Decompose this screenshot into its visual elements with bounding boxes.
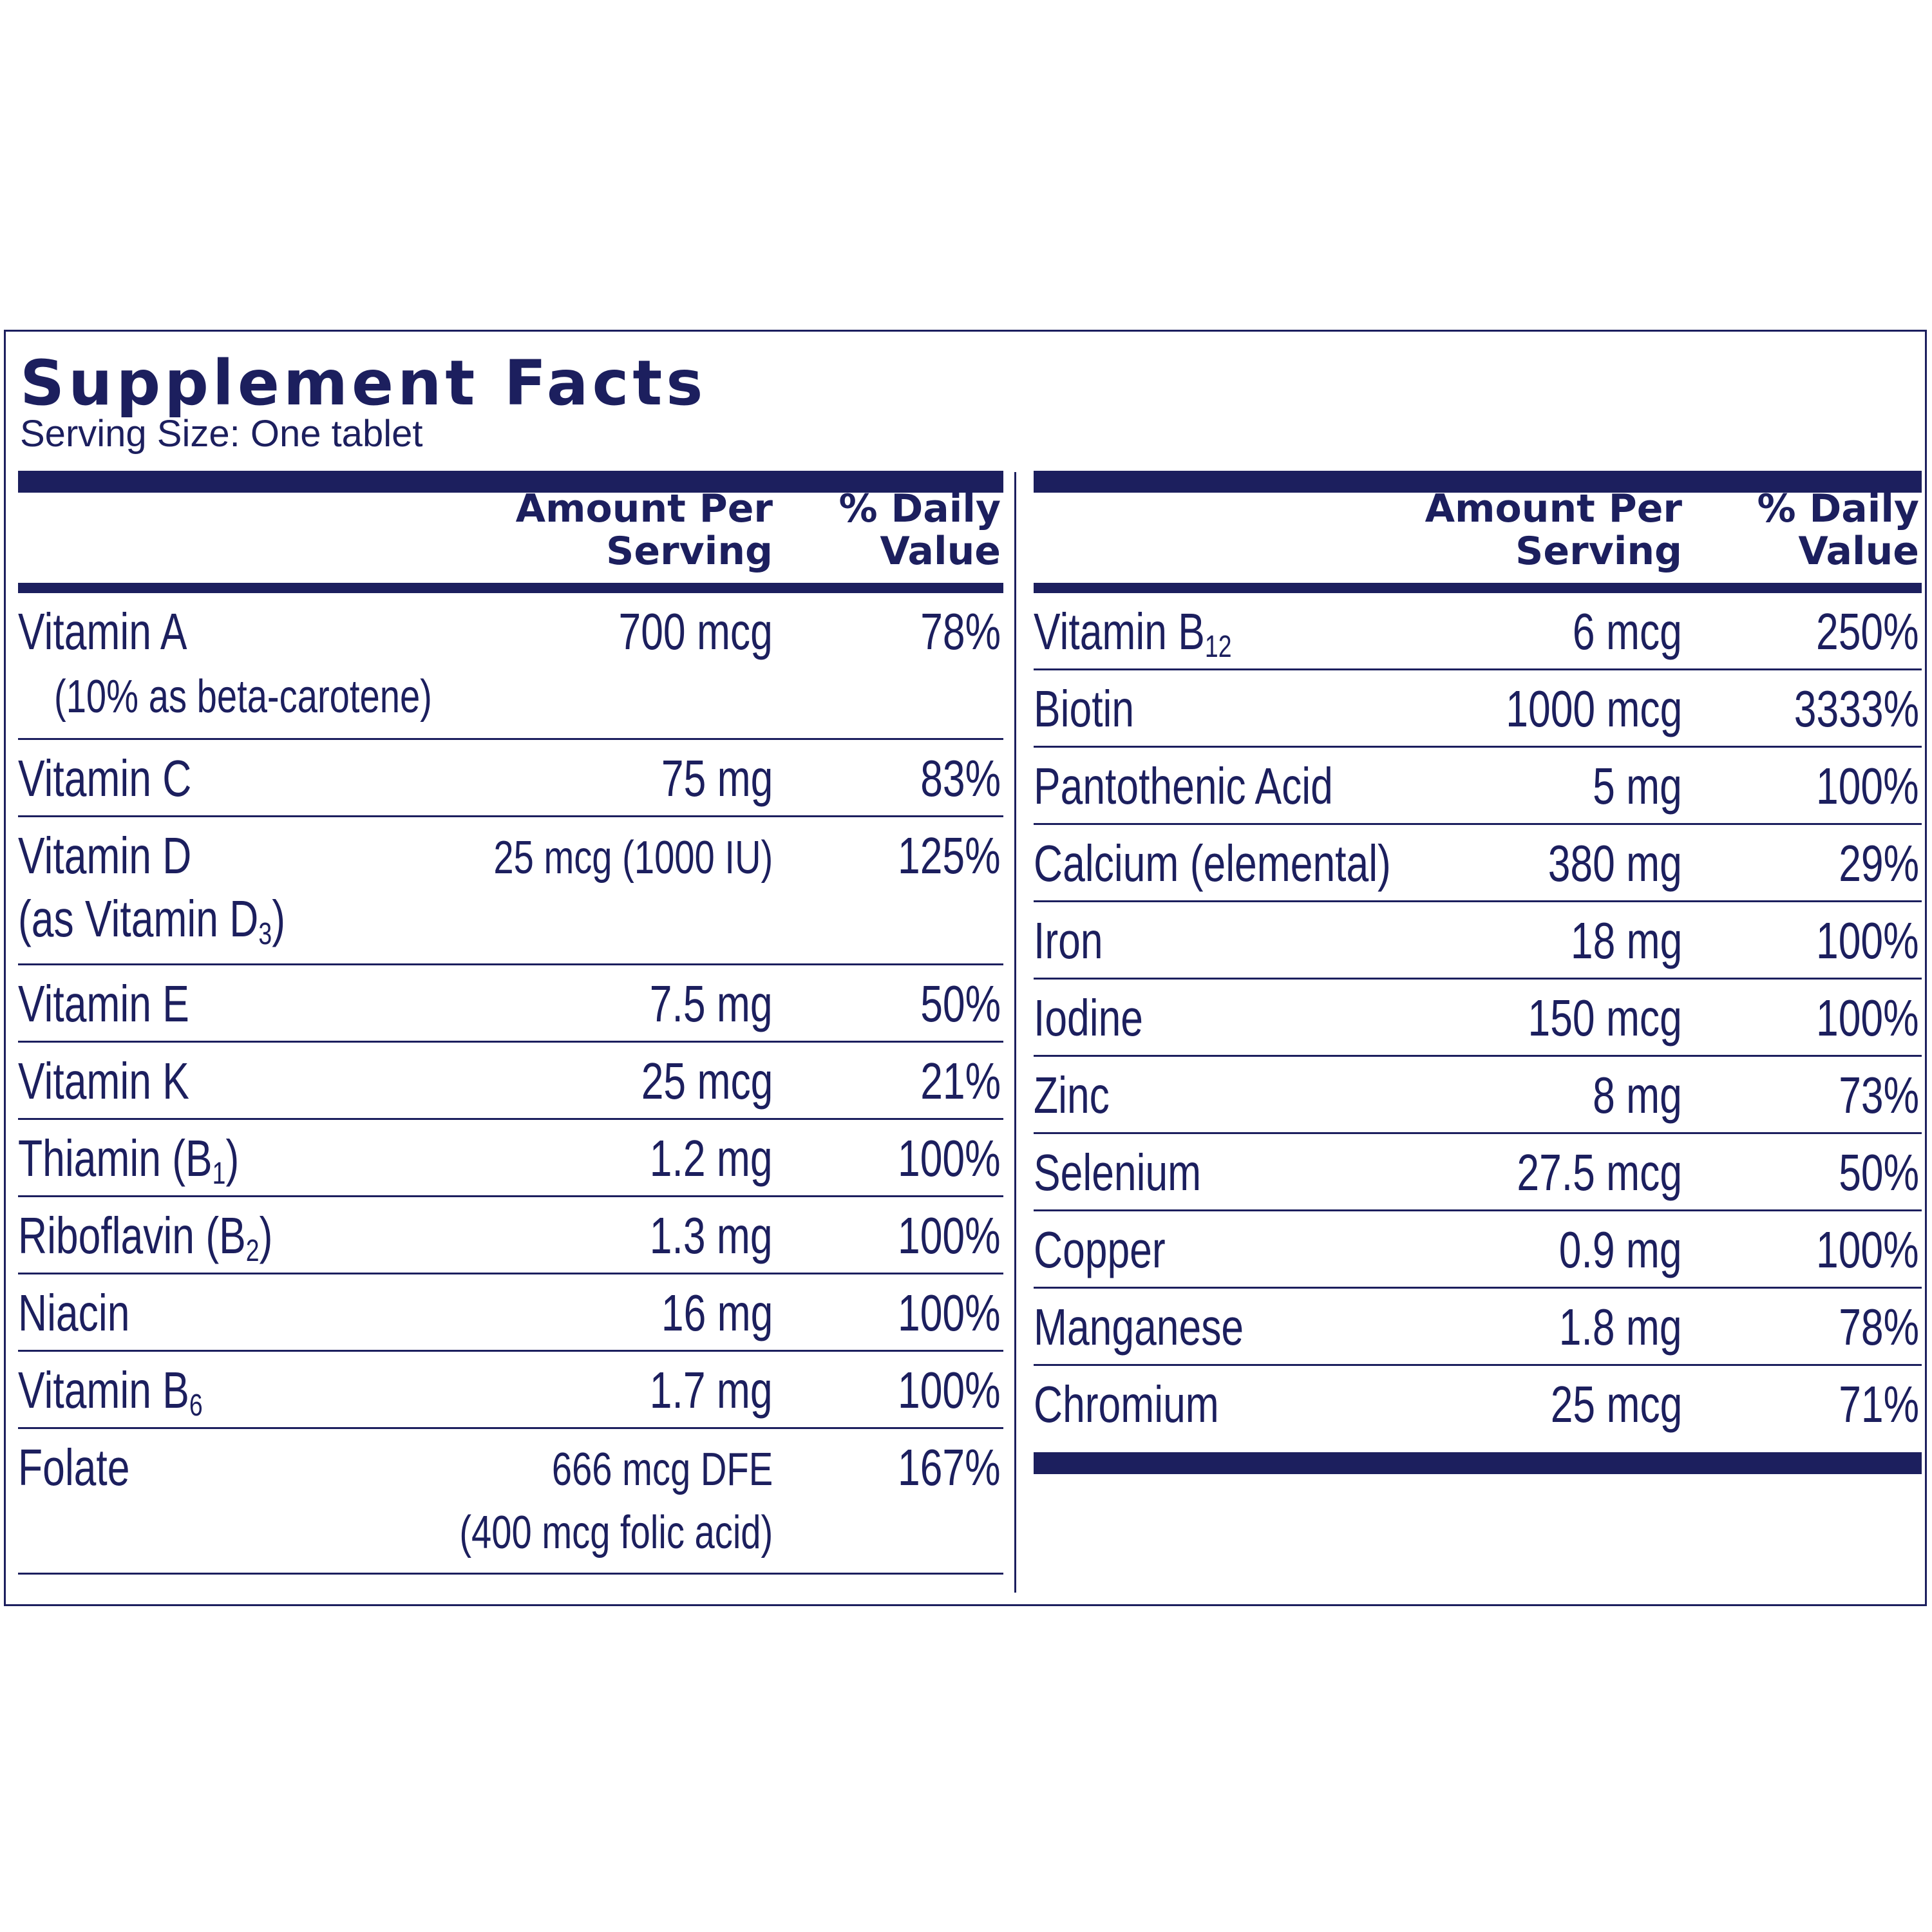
amount-value: 16 mg: [661, 1284, 773, 1341]
amount-cell: [615, 1126, 773, 1191]
nutrient-note: [54, 663, 538, 729]
column-header: [18, 486, 1003, 583]
amount-per-serving-header: [516, 488, 773, 573]
table-row: [18, 1043, 1003, 1120]
amount-value: 5 mg: [1593, 757, 1682, 815]
subscript: 3: [258, 917, 272, 951]
table-row: [1034, 1289, 1922, 1366]
table-row: [18, 593, 1003, 740]
header-line: Serving: [606, 529, 773, 574]
table-row: [1034, 670, 1922, 748]
nutrient-name-text: Pantothenic Acid: [1034, 757, 1333, 815]
nutrient-name: [18, 746, 240, 811]
daily-value-header: [1757, 488, 1919, 573]
panel-title: Supplement Facts: [20, 347, 707, 419]
daily-value: 100%: [898, 1207, 1001, 1264]
nutrient-name: [1034, 677, 1162, 741]
amount-cell: [1524, 1218, 1682, 1282]
table-row: [1034, 1366, 1922, 1443]
nutrient-name: [18, 824, 240, 888]
nutrient-name-text: ): [259, 1207, 273, 1264]
daily-value: 125%: [898, 827, 1001, 884]
subscript: 12: [1204, 630, 1232, 664]
nutrient-name-text: Thiamin (B: [18, 1130, 213, 1187]
daily-value-cell: [869, 1204, 1001, 1268]
amount-value: 700 mcg: [618, 603, 773, 660]
table-row: [18, 1274, 1003, 1352]
amount-cell: [630, 746, 773, 811]
nutrient-name: [18, 1435, 161, 1500]
nutrient-name-text: Manganese: [1034, 1298, 1244, 1356]
table-row: [18, 1429, 1003, 1575]
amount-cell: [615, 1204, 773, 1268]
nutrient-name: [18, 1126, 301, 1191]
daily-value-cell: [1816, 831, 1919, 896]
nutrient-note-text: (as Vitamin D: [18, 890, 259, 947]
table-row: [1034, 825, 1922, 902]
daily-value: 73%: [1839, 1066, 1919, 1124]
left-column: [18, 471, 1003, 1575]
table-row: [1034, 1134, 1922, 1211]
amount-value: 25 mcg: [1550, 1376, 1682, 1433]
header-line: Value: [1798, 529, 1919, 574]
amount-value: 6 mcg: [1573, 603, 1682, 660]
amount-cell: [1567, 1063, 1682, 1128]
amount-cell: [615, 1358, 773, 1423]
daily-value: 100%: [898, 1361, 1001, 1419]
table-row: [1034, 980, 1922, 1057]
daily-value-cell: [1787, 754, 1919, 819]
table-row: [18, 965, 1003, 1043]
daily-value-cell: [1787, 986, 1919, 1050]
amount-cell: [489, 1435, 773, 1502]
subscript: 6: [189, 1388, 203, 1423]
nutrient-name-text: Iron: [1034, 912, 1103, 969]
daily-value: 250%: [1816, 603, 1919, 660]
amount-cell: [615, 972, 773, 1036]
amount-cell: [1510, 831, 1682, 896]
daily-value: 100%: [1816, 1221, 1919, 1278]
daily-value-cell: [869, 1126, 1001, 1191]
nutrient-name: [1034, 1063, 1131, 1128]
amount-value: 666 mcg DFE: [551, 1444, 773, 1495]
amount-value: 18 mg: [1570, 912, 1682, 969]
nutrient-name: [18, 1281, 161, 1345]
table-row: [18, 1352, 1003, 1429]
amount-cell: [1513, 1372, 1682, 1437]
nutrient-name-text: Niacin: [18, 1284, 130, 1341]
nutrient-name-text: Copper: [1034, 1221, 1166, 1278]
daily-value-cell: [898, 746, 1001, 811]
daily-value: 100%: [1816, 989, 1919, 1046]
daily-value-cell: [1787, 909, 1919, 973]
header-line: Amount Per: [1425, 486, 1682, 531]
daily-value: 29%: [1839, 835, 1919, 892]
amount-per-serving-header: [1425, 488, 1682, 573]
amount-cell: [1470, 1141, 1682, 1205]
nutrient-note: [18, 887, 361, 951]
amount-value: 27.5 mcg: [1517, 1144, 1682, 1201]
amount-value: 1.7 mg: [650, 1361, 773, 1419]
nutrient-name: [1034, 600, 1287, 664]
nutrient-name-text: Vitamin K: [18, 1052, 189, 1110]
nutrient-name-text: ): [225, 1130, 240, 1187]
amount-cell: [1539, 909, 1682, 973]
daily-value-cell: [1759, 677, 1919, 741]
table-row: [18, 1120, 1003, 1197]
daily-value-cell: [1816, 1141, 1919, 1205]
serving-size: Serving Size: One tablet: [20, 413, 423, 455]
daily-value: 3333%: [1794, 680, 1919, 737]
nutrient-name: [1034, 1372, 1271, 1437]
daily-value-cell: [1787, 600, 1919, 664]
amount-value: 150 mcg: [1528, 989, 1682, 1046]
amount-value: 1.2 mg: [650, 1130, 773, 1187]
nutrient-name-text: Selenium: [1034, 1144, 1202, 1201]
header-line: Serving: [1515, 529, 1682, 574]
nutrient-name: [18, 600, 234, 664]
nutrient-name: [1034, 986, 1174, 1050]
daily-value-cell: [869, 1435, 1001, 1500]
amount-value: 8 mg: [1593, 1066, 1682, 1124]
nutrient-name-text: Chromium: [1034, 1376, 1219, 1433]
nutrient-name-text: Vitamin A: [18, 603, 187, 660]
table-row: [1034, 1211, 1922, 1289]
daily-value: 78%: [920, 603, 1001, 660]
amount-value: 7.5 mg: [650, 975, 773, 1032]
medium-rule: [18, 583, 1003, 593]
amount-cell: [630, 1281, 773, 1345]
nutrient-name-text: Zinc: [1034, 1066, 1110, 1124]
table-row: [1034, 748, 1922, 825]
nutrient-name-text: Vitamin B: [1034, 603, 1205, 660]
header-line: % Daily: [838, 486, 1001, 531]
daily-value-cell: [869, 1358, 1001, 1423]
nutrient-name: [1034, 754, 1417, 819]
daily-value: 50%: [1839, 1144, 1919, 1201]
nutrient-name: [1034, 1295, 1303, 1359]
nutrient-note-text: (10% as beta-carotene): [54, 671, 432, 723]
daily-value: 100%: [898, 1284, 1001, 1341]
daily-value: 78%: [1839, 1298, 1919, 1356]
subscript: 1: [212, 1157, 226, 1191]
amount-cell: [415, 824, 773, 890]
amount-value: 1000 mcg: [1505, 680, 1682, 737]
amount-cell: [604, 1049, 773, 1113]
daily-value-cell: [1816, 1063, 1919, 1128]
thick-rule: [1034, 1452, 1922, 1474]
nutrient-name: [1034, 831, 1492, 896]
daily-value-cell: [1787, 1218, 1919, 1282]
amount-value: 25 mcg: [641, 1052, 773, 1110]
subscript: 2: [245, 1234, 260, 1268]
table-row: [18, 1197, 1003, 1274]
amount-note: [371, 1499, 773, 1565]
daily-value-cell: [898, 600, 1001, 664]
nutrient-name-text: Iodine: [1034, 989, 1144, 1046]
header-line: % Daily: [1757, 486, 1919, 531]
daily-value-cell: [898, 1049, 1001, 1113]
daily-value: 50%: [920, 975, 1001, 1032]
daily-value: 71%: [1839, 1376, 1919, 1433]
nutrient-name-text: Riboflavin (B: [18, 1207, 246, 1264]
nutrient-name: [1034, 909, 1122, 973]
amount-cell: [1542, 600, 1682, 664]
daily-value-cell: [1816, 1295, 1919, 1359]
nutrient-note-text: ): [272, 890, 285, 947]
amount-value: 75 mg: [661, 750, 773, 807]
daily-value-cell: [898, 972, 1001, 1036]
table-row: [18, 740, 1003, 817]
daily-value: 167%: [898, 1439, 1001, 1496]
nutrient-name-text: Biotin: [1034, 680, 1135, 737]
daily-value-cell: [869, 1281, 1001, 1345]
nutrient-name: [18, 1204, 345, 1268]
amount-cell: [575, 600, 773, 664]
daily-value-cell: [869, 824, 1001, 888]
nutrient-name: [1034, 1218, 1202, 1282]
daily-value: 100%: [1816, 757, 1919, 815]
column-divider: [1014, 472, 1016, 1593]
daily-value: 83%: [920, 750, 1001, 807]
nutrient-name-text: Calcium (elemental): [1034, 835, 1391, 892]
daily-value-header: [838, 488, 1001, 573]
nutrient-name-text: Vitamin D: [18, 827, 192, 884]
column-header: [1034, 486, 1922, 583]
daily-value: 21%: [920, 1052, 1001, 1110]
amount-cell: [1484, 986, 1682, 1050]
nutrient-name-text: Vitamin C: [18, 750, 192, 807]
medium-rule: [1034, 583, 1922, 593]
table-row: [1034, 902, 1922, 980]
nutrient-name-text: Vitamin B: [18, 1361, 189, 1419]
nutrient-name: [18, 1358, 255, 1423]
amount-value: 1.8 mg: [1559, 1298, 1682, 1356]
header-line: Value: [880, 529, 1001, 574]
nutrient-name-text: Folate: [18, 1439, 130, 1496]
supplement-facts-panel: [4, 330, 1927, 1606]
daily-value: 100%: [1816, 912, 1919, 969]
amount-cell: [1524, 1295, 1682, 1359]
nutrient-name: [18, 972, 238, 1036]
table-row: [1034, 593, 1922, 670]
daily-value: 100%: [898, 1130, 1001, 1187]
amount-cell: [1567, 754, 1682, 819]
nutrient-name: [18, 1049, 238, 1113]
table-row: [1034, 1057, 1922, 1134]
nutrient-name: [1034, 1141, 1249, 1205]
amount-value: 1.3 mg: [650, 1207, 773, 1264]
amount-value: 0.9 mg: [1559, 1221, 1682, 1278]
right-column: [1034, 471, 1922, 1474]
table-row: [18, 817, 1003, 965]
amount-note-text: (400 mcg folic acid): [459, 1507, 773, 1558]
amount-value: 380 mg: [1548, 835, 1682, 892]
amount-value: 25 mcg (1000 IU): [493, 832, 773, 884]
nutrient-name-text: Vitamin E: [18, 975, 189, 1032]
header-line: Amount Per: [515, 486, 773, 531]
daily-value-cell: [1816, 1372, 1919, 1437]
amount-cell: [1456, 677, 1682, 741]
